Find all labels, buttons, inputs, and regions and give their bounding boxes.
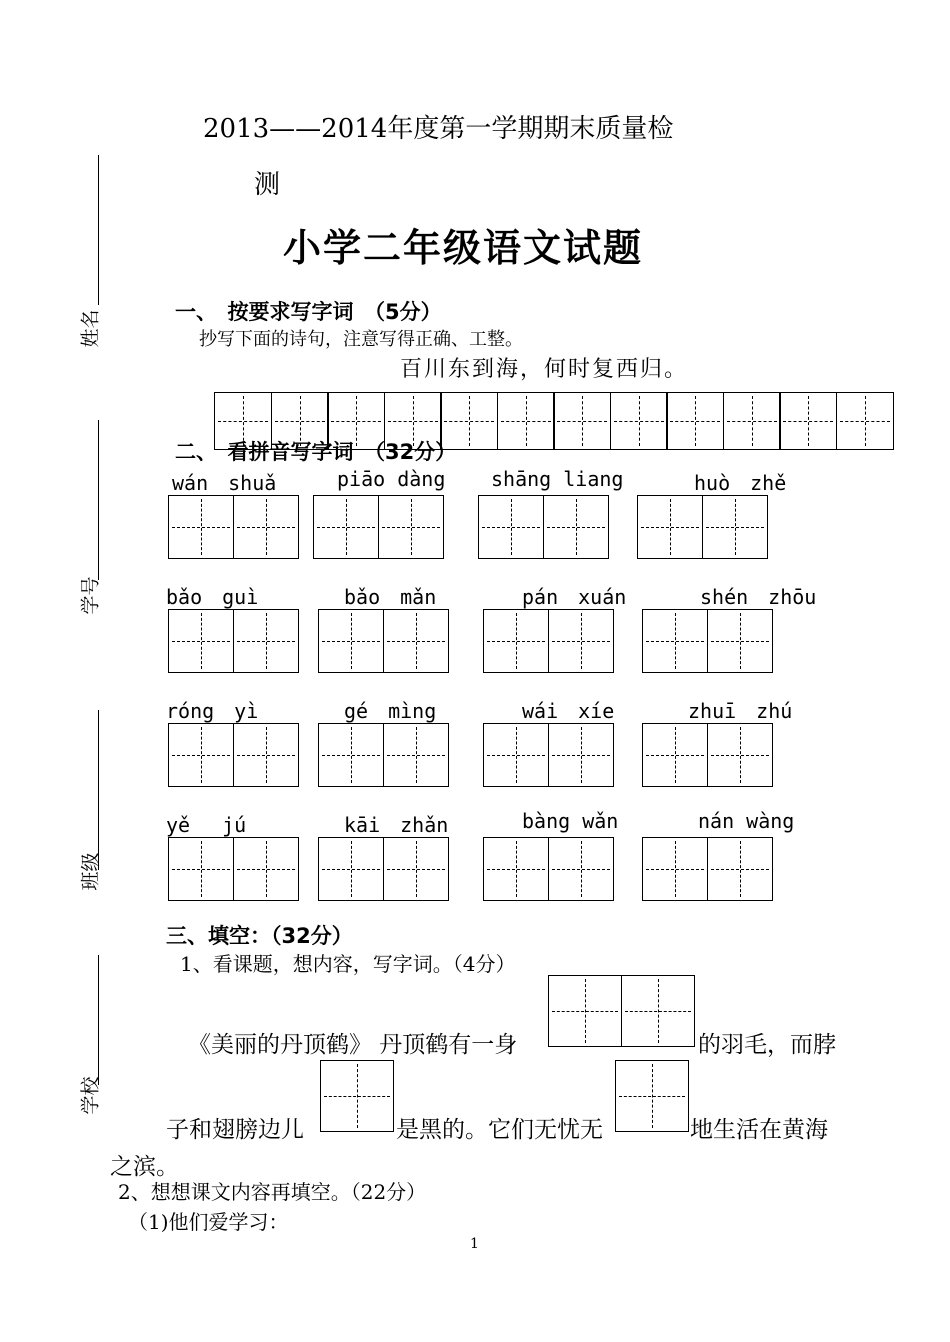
answer-cell[interactable] bbox=[378, 495, 444, 559]
pinyin-label: shén zhōu bbox=[700, 585, 817, 609]
answer-cell[interactable] bbox=[483, 837, 549, 901]
pinyin-label: zhuī zhú bbox=[688, 699, 793, 723]
copy-cell[interactable] bbox=[779, 392, 837, 450]
answer-grid[interactable] bbox=[318, 609, 447, 673]
answer-cell[interactable] bbox=[548, 609, 614, 673]
answer-grid[interactable] bbox=[318, 837, 447, 901]
answer-cell[interactable] bbox=[233, 495, 299, 559]
fill-cell[interactable] bbox=[615, 1060, 689, 1132]
answer-cell[interactable] bbox=[548, 837, 614, 901]
side-label-number: 学号 bbox=[79, 576, 102, 615]
answer-cell[interactable] bbox=[318, 609, 384, 673]
q2-label: 2、想想课文内容再填空。（22分） bbox=[118, 1180, 427, 1204]
answer-cell[interactable] bbox=[702, 495, 768, 559]
pinyin-label: wái xíe bbox=[522, 699, 615, 723]
answer-grid[interactable] bbox=[168, 837, 297, 901]
pinyin-label: róng yì bbox=[166, 699, 259, 723]
answer-grid[interactable] bbox=[168, 609, 297, 673]
page-number: 1 bbox=[470, 1236, 479, 1252]
answer-cell[interactable] bbox=[642, 837, 708, 901]
fill-cell[interactable] bbox=[320, 1060, 394, 1132]
answer-grid[interactable] bbox=[483, 609, 612, 673]
fill-cell[interactable] bbox=[548, 975, 622, 1047]
pinyin-label: piāo dàng bbox=[337, 467, 446, 491]
pinyin-label: pán xuán bbox=[522, 585, 627, 609]
section1-heading: 一、 按要求写字词 （5分） bbox=[175, 300, 442, 324]
answer-grid[interactable] bbox=[168, 723, 297, 787]
answer-grid[interactable] bbox=[168, 495, 297, 559]
answer-cell[interactable] bbox=[642, 609, 708, 673]
fill-grid[interactable] bbox=[615, 1060, 688, 1132]
answer-cell[interactable] bbox=[168, 495, 234, 559]
pinyin-label: wán shuǎ bbox=[172, 471, 277, 495]
section1-instruction: 抄写下面的诗句，注意写得正确、工整。 bbox=[199, 329, 523, 350]
q2-sub1: （1)他们爱学习： bbox=[128, 1210, 289, 1234]
answer-cell[interactable] bbox=[637, 495, 703, 559]
name-line bbox=[98, 155, 99, 305]
poem-text: 百川东到海，何时复西归。 bbox=[400, 357, 689, 382]
pinyin-label: shāng liang bbox=[491, 467, 624, 491]
copy-cell[interactable] bbox=[836, 392, 894, 450]
pinyin-label: nán wàng bbox=[698, 809, 795, 833]
answer-cell[interactable] bbox=[318, 723, 384, 787]
main-title: 小学二年级语文试题 bbox=[283, 226, 644, 270]
answer-cell[interactable] bbox=[707, 837, 773, 901]
fill-cell[interactable] bbox=[621, 975, 695, 1047]
q1-text: 之滨。 bbox=[110, 1154, 179, 1180]
answer-cell[interactable] bbox=[483, 609, 549, 673]
pinyin-label: gé mìng bbox=[344, 699, 437, 723]
answer-cell[interactable] bbox=[168, 723, 234, 787]
answer-grid[interactable] bbox=[637, 495, 766, 559]
pinyin-label: huò zhě bbox=[694, 471, 787, 495]
section2-heading: 二、 看拼音写字词 （32分） bbox=[175, 440, 457, 464]
answer-cell[interactable] bbox=[707, 609, 773, 673]
answer-grid[interactable] bbox=[642, 837, 771, 901]
answer-cell[interactable] bbox=[383, 723, 449, 787]
copy-cell[interactable] bbox=[610, 392, 668, 450]
class-line bbox=[98, 710, 99, 870]
copy-cell[interactable] bbox=[723, 392, 781, 450]
copy-cell[interactable] bbox=[497, 392, 555, 450]
pinyin-label: bǎo guì bbox=[166, 585, 259, 609]
q1-text: 子和翅膀边儿 bbox=[166, 1117, 304, 1143]
copy-cell[interactable] bbox=[553, 392, 611, 450]
fill-grid[interactable] bbox=[320, 1060, 393, 1132]
exam-title-line1: 2013——2014年度第一学期期末质量检 bbox=[203, 114, 674, 144]
copy-cell[interactable] bbox=[666, 392, 724, 450]
answer-grid[interactable] bbox=[483, 723, 612, 787]
section3-heading: 三、填空：（32分） bbox=[166, 924, 353, 948]
answer-grid[interactable] bbox=[478, 495, 607, 559]
answer-cell[interactable] bbox=[168, 837, 234, 901]
q1-label: 1、看课题，想内容，写字词。（4分） bbox=[180, 952, 516, 976]
pinyin-label: bǎo mǎn bbox=[344, 585, 437, 609]
answer-cell[interactable] bbox=[168, 609, 234, 673]
q1-text: 的羽毛，而脖 bbox=[698, 1032, 836, 1058]
answer-cell[interactable] bbox=[543, 495, 609, 559]
side-label-name: 姓名 bbox=[79, 309, 102, 348]
side-label-school: 学校 bbox=[79, 1076, 102, 1115]
answer-grid[interactable] bbox=[483, 837, 612, 901]
q1-text: 是黑的。它们无忧无 bbox=[396, 1117, 603, 1143]
answer-grid[interactable] bbox=[642, 609, 771, 673]
q1-text: 地生活在黄海 bbox=[690, 1117, 828, 1143]
answer-cell[interactable] bbox=[313, 495, 379, 559]
side-label-class: 班级 bbox=[79, 852, 102, 891]
answer-cell[interactable] bbox=[707, 723, 773, 787]
answer-grid[interactable] bbox=[642, 723, 771, 787]
answer-cell[interactable] bbox=[233, 723, 299, 787]
q1-text: 《美丽的丹顶鹤》 丹顶鹤有一身 bbox=[188, 1032, 518, 1058]
pinyin-label: yě jú bbox=[166, 813, 247, 837]
pinyin-label: bàng wǎn bbox=[522, 809, 619, 833]
answer-cell[interactable] bbox=[548, 723, 614, 787]
answer-cell[interactable] bbox=[483, 723, 549, 787]
answer-cell[interactable] bbox=[233, 837, 299, 901]
pinyin-label: kāi zhǎn bbox=[344, 813, 449, 837]
answer-cell[interactable] bbox=[383, 609, 449, 673]
answer-cell[interactable] bbox=[233, 609, 299, 673]
number-line bbox=[98, 420, 99, 580]
answer-cell[interactable] bbox=[383, 837, 449, 901]
answer-cell[interactable] bbox=[318, 837, 384, 901]
answer-cell[interactable] bbox=[478, 495, 544, 559]
exam-title-line2: 测 bbox=[254, 170, 281, 200]
school-line bbox=[98, 955, 99, 1085]
answer-grid[interactable] bbox=[313, 495, 442, 559]
answer-cell[interactable] bbox=[642, 723, 708, 787]
answer-grid[interactable] bbox=[318, 723, 447, 787]
fill-grid[interactable] bbox=[548, 975, 693, 1047]
